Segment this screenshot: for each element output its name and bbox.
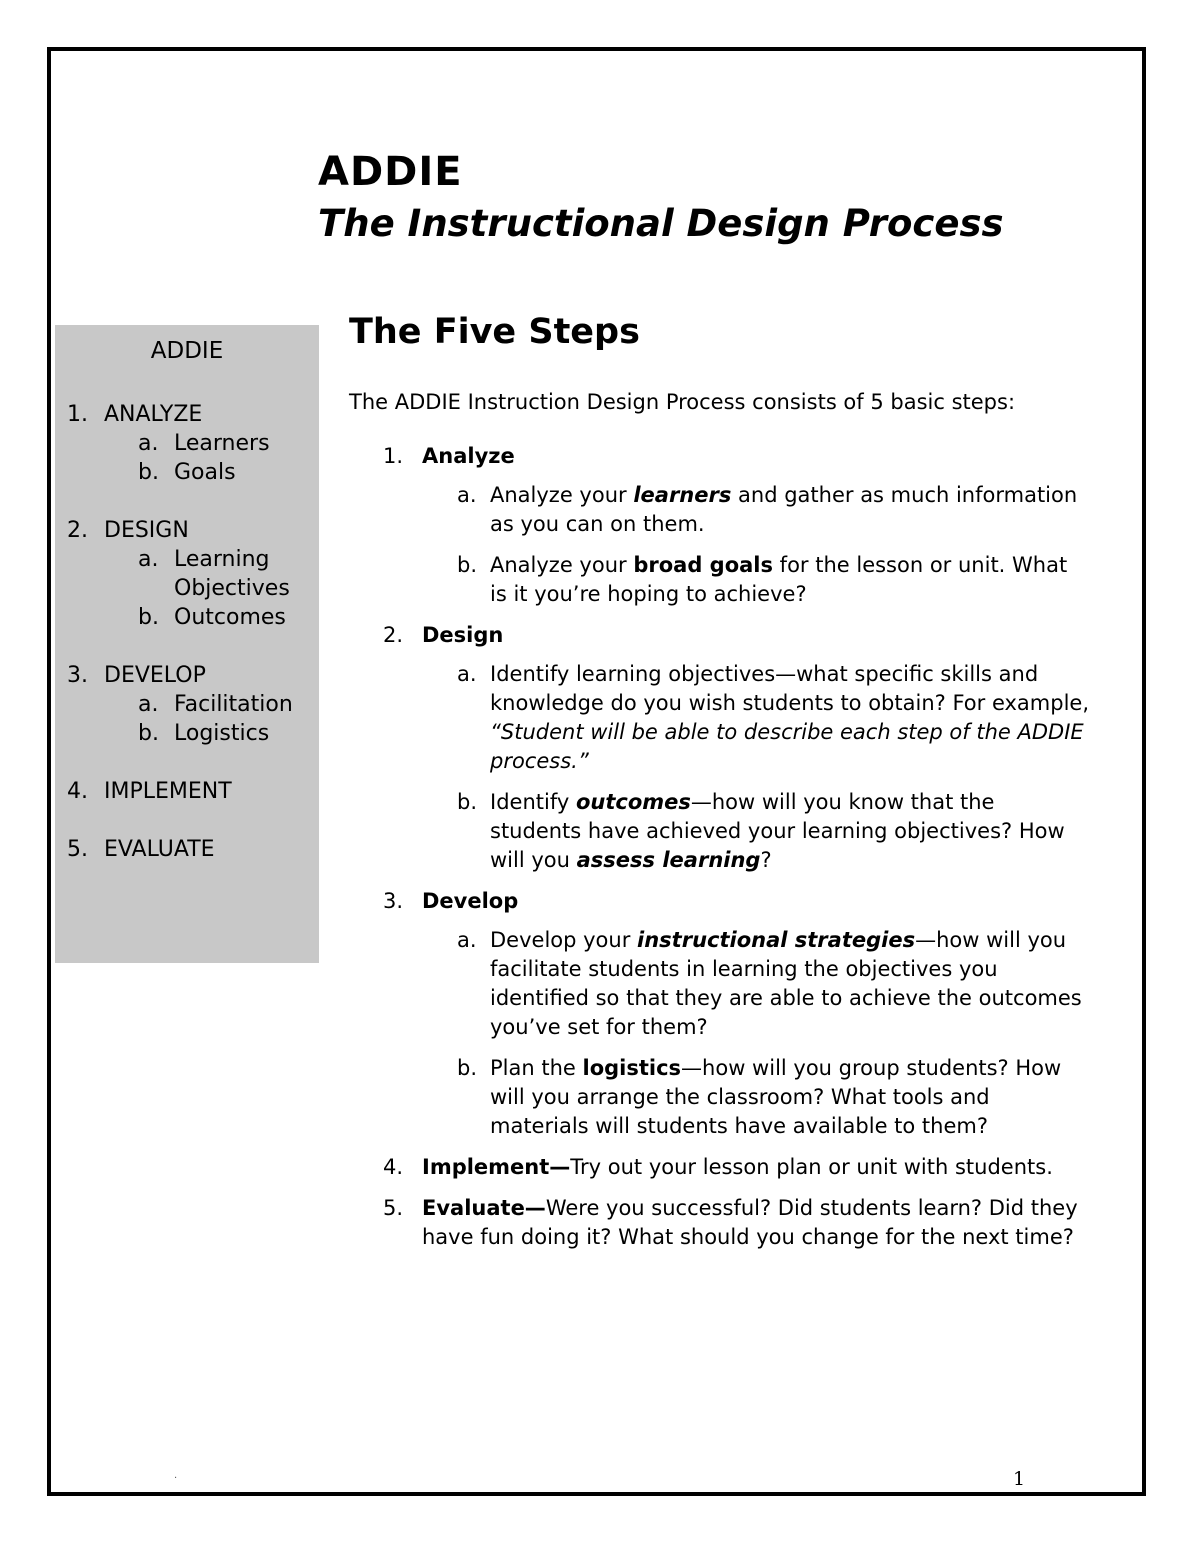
step-name: Design: [422, 622, 504, 647]
sidebar-subitem-label: Learners: [174, 431, 270, 456]
substep-letter: a.: [457, 927, 477, 952]
substep-text: Analyze your: [490, 482, 634, 507]
sidebar-subitem: [104, 429, 319, 458]
document-subtitle: The Instructional Design Process: [318, 202, 1004, 245]
substep-text: —how will you group students? How will you arrange the classroom? What tools and materials will students have available to them?: [490, 1055, 1062, 1138]
step-text: Try out your lesson plan or unit with students.: [570, 1154, 1053, 1179]
sidebar-item: [55, 777, 319, 806]
sidebar-item-number: 1.: [67, 402, 88, 427]
sidebar-subitem-letter: b.: [138, 721, 159, 746]
step-text: Were you successful? Did students learn? Did they have fun doing it? What should you change for the next time?: [422, 1195, 1078, 1249]
substep-text: logistics: [582, 1055, 682, 1080]
sidebar-heading: ADDIE: [150, 338, 224, 364]
substep-text: —how will you facilitate students in learning the objectives you identified so that they are able to achieve the outcomes you’ve set for them?: [490, 927, 1082, 1039]
step-number: 3.: [383, 888, 404, 913]
sidebar-item-label: DEVELOP: [104, 663, 206, 688]
page-number: 1: [1013, 1468, 1026, 1490]
main-content: [349, 313, 1089, 1264]
document-title: ADDIE: [318, 149, 463, 195]
substep-letter: a.: [457, 482, 477, 507]
substep-text: Analyze your: [490, 552, 634, 577]
substep-text: and gather as much information as you can on them.: [490, 482, 1078, 536]
step-number: 5.: [383, 1195, 404, 1220]
sidebar-subitem-letter: b.: [138, 605, 159, 630]
substep-text: outcomes: [575, 789, 691, 814]
substep-text: broad goals: [633, 552, 773, 577]
substep-item: [422, 1054, 1089, 1141]
sidebar-subitem-letter: a.: [138, 692, 159, 717]
substep-text: —how will you know that the students have achieved your learning objectives? How will you: [490, 789, 1065, 872]
substep-text: Develop your: [490, 927, 638, 952]
substep-text: instructional strategies: [637, 927, 916, 952]
sidebar-item-label: DESIGN: [104, 518, 189, 543]
sidebar-subitem: [104, 603, 319, 632]
step-item: [349, 442, 1089, 609]
sidebar-item-number: 5.: [67, 837, 88, 862]
step-number: 4.: [383, 1154, 404, 1179]
step-item: [349, 887, 1089, 1141]
sidebar-sublist: [104, 429, 319, 487]
substep-list: [422, 660, 1089, 875]
substep-text: “Student will be able to describe each step of the ADDIE process.”: [490, 719, 1084, 773]
step-name: Implement—: [422, 1154, 571, 1179]
sidebar-item-number: 3.: [67, 663, 88, 688]
substep-item: [422, 926, 1089, 1042]
sidebar-sublist: [104, 545, 319, 632]
substep-text: ?: [760, 847, 772, 872]
step-number: 2.: [383, 622, 404, 647]
substep-item: [422, 551, 1089, 609]
sidebar-item-number: 4.: [67, 779, 88, 804]
sidebar-subitem: [104, 690, 319, 719]
sidebar-subitem-letter: a.: [138, 547, 159, 572]
sidebar-subitem-label: Logistics: [174, 721, 270, 746]
substep-item: [422, 788, 1089, 875]
sidebar-subitem-label: Learning Objectives: [174, 547, 290, 601]
sidebar-outline: [55, 400, 319, 893]
sidebar-item: [55, 835, 319, 864]
sidebar-subitem-letter: b.: [138, 460, 159, 485]
substep-text: Plan the: [490, 1055, 583, 1080]
sidebar-item: [55, 516, 319, 632]
sidebar-subitem-label: Outcomes: [174, 605, 286, 630]
substep-list: [422, 926, 1089, 1141]
step-item: [349, 1194, 1089, 1252]
substep-item: [422, 660, 1089, 776]
substep-text: Identify learning objectives—what specific skills and knowledge do you wish students to obtain? For example,: [490, 661, 1090, 715]
sidebar-sublist: [104, 690, 319, 748]
sidebar-subitem: [104, 545, 319, 603]
sidebar-item: [55, 661, 319, 748]
sidebar-item-number: 2.: [67, 518, 88, 543]
substep-item: [422, 481, 1089, 539]
sidebar-subitem-label: Facilitation: [174, 692, 293, 717]
step-item: [349, 621, 1089, 875]
section-heading: The Five Steps: [349, 312, 640, 352]
footer-mark: .: [174, 1470, 178, 1481]
substep-letter: b.: [457, 552, 478, 577]
steps-list: [349, 442, 1089, 1252]
substep-list: [422, 481, 1089, 609]
step-number: 1.: [383, 443, 404, 468]
step-name: Evaluate—: [422, 1195, 546, 1220]
step-name: Analyze: [422, 443, 515, 468]
substep-letter: b.: [457, 1055, 478, 1080]
substep-letter: b.: [457, 789, 478, 814]
sidebar-subitem: [104, 458, 319, 487]
substep-text: assess learning: [576, 847, 761, 872]
sidebar-item-label: ANALYZE: [104, 402, 203, 427]
step-name: Develop: [422, 888, 519, 913]
substep-text: for the lesson or unit. What is it you’re hoping to achieve?: [490, 552, 1068, 606]
step-item: [349, 1153, 1089, 1182]
substep-text: learners: [633, 482, 732, 507]
sidebar-subitem: [104, 719, 319, 748]
sidebar-subitem-label: Goals: [174, 460, 236, 485]
sidebar-item: [55, 400, 319, 487]
substep-text: Identify: [490, 789, 576, 814]
sidebar-subitem-letter: a.: [138, 431, 159, 456]
substep-letter: a.: [457, 661, 477, 686]
sidebar-item-label: IMPLEMENT: [104, 779, 232, 804]
intro-paragraph: The ADDIE Instruction Design Process consists of 5 basic steps:: [349, 389, 1016, 414]
sidebar-item-label: EVALUATE: [104, 837, 215, 862]
